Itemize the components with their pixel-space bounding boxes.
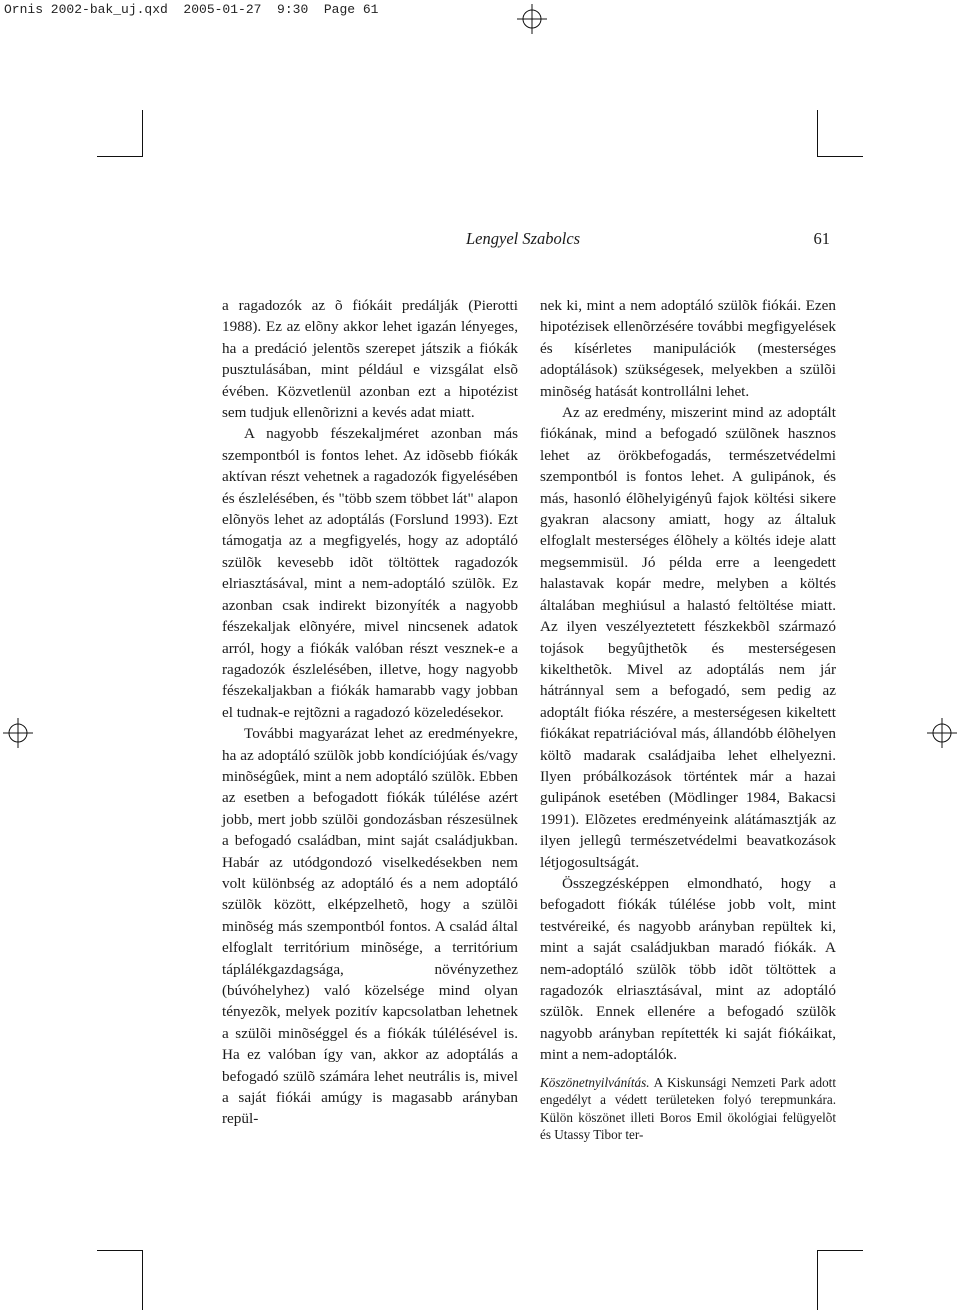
crop-mark [817,110,818,157]
page-number: 61 [813,229,830,248]
acknowledgement-text: A Kiskunsági Nemzeti Park adott engedélyt a védett területeken folyó terepmunkára. Külön köszönet illeti Boros Emil ökológiai felügyelõt és Utassy Tibor ter- [540,1074,836,1143]
paragraph: a ragadozók az õ fiókáit predálják (Pierotti 1988). Ez az elõny akkor lehet igazán lényeges, ha a predáció jelentõs szerepet játszik a fiókák pusztulásában, mint például e vizsgálat elsõ évében. Közvetlenül azonban ezt a hipotézist sem tudjuk ellenõrizni a kevés adat miatt. [222,297,518,422]
crop-mark [97,156,143,157]
registration-mark-icon [927,718,957,748]
acknowledgement [540,1074,836,1144]
right-column [540,295,836,1144]
crop-mark [142,110,143,157]
paragraph: Az az eredmény, miszerint mind az adoptált fiókának, mind a befogadó szülõnek hasznos lehet az örökbefogadás, természetvédelmi szempontból is fontos lehet. A gulipánok, és más, hasonló élõhelyigényû fajok költési sikere gyakran alacsony amiatt, hogy az általuk elfoglalt mesterséges élõhely a költés ideje alatt megsemmisül. Jó példa erre a leengedett halastavak kopár medre, melyben a költés általában meghiúsul a halastó feltöltése miatt. Az ilyen veszélyeztetett fészkekbõl származó tojások begyûjthetõk és mesterségesen kikelthetõk. Mivel az adoptálás nem jár hátránnyal sem a befogadó, sem pedig az adoptált fióka részére, a mesterségesen kikeltett fiókákat repatriációval más, állandóbb élõhelyen költõ madarak családjaiba lehet elhelyezni. Ilyen próbálkozások történtek már a hazai gulipánok esetében (Mödlinger 1984, Bakacsi 1991). Elõzetes eredményeink alátámasztják az ilyen jellegû természetvédelmi beavatkozások létjogosultságát. [540,404,836,871]
running-header-author: Lengyel Szabolcs [466,229,581,248]
paragraph: További magyarázat lehet az eredményekre, ha az adoptáló szülõk jobb kondíciójúak és/vagy minõségûek, mint a nem adoptáló szülõk. Ebben az esetben a befogadott fiókák túlélése azért jobb, mert jobb szülõi gondozásban részesülnek a befogadó családban, mint saját családjukban. Habár az utódgondozó viselkedésekben nem volt különbség az adoptáló és a nem adoptáló szülõk között, elképzelhetõ, hogy a szülõi minõség más szempontból fontos. A család által elfoglalt territórium minõsége, a territórium táplálékgazdagsága, növényzethez (búvóhelyhez) való közelsége mind olyan tényezõk, melyek pozitív kapcsolatban lehetnek a szülõi minõséggel és a fiókák túlélésével is. Ha ez valóban így van, akkor az adoptálás a befogadó szülõ számára lehet neutrális is, mivel a saját fiókái amúgy is magasabb arányban repül- [222,725,518,1128]
acknowledgement-title: Köszönetnyilvánítás. [540,1074,650,1090]
crop-mark [817,1250,863,1251]
crop-mark [817,1250,818,1310]
registration-mark-icon [3,718,33,748]
paragraph: nek ki, mint a nem adoptáló szülõk fiókái. Ezen hipotézisek ellenõrzésére további megfigyelések és kísérletes manipulációk (mesterséges adoptálások) szükségesek, melyekben a szülõi minõség hatását kontrollálni lehet. [540,297,836,400]
paragraph: A nagyobb fészekaljméret azonban más szempontból is fontos lehet. Az idõsebb fiókák aktívan részt vehetnek a ragadozók figyelésében és észlelésében, és "több szem többet lát" alapon elõnyös lehet az adoptálás (Forslund 1993). Ezt támogatja az a megfigyelés, hogy az adoptáló szülõk kevesebb idõt töltöttek ragadozók elriasztásával, mint a nem-adoptáló szülõk. Ez azonban csak indirekt bizonyíték a nagyobb fészekaljak elõnyére, mivel nincsenek adatok arról, hogy a fiókák valóban részt vesznek-e a ragadozók észlelésében, illetve, hogy nagyobb fészekaljakban a fiókák hamarabb vagy jobban el tudnak-e rejtõzni a ragadozó közeledésekor. [222,425,518,721]
registration-mark-icon [517,4,547,34]
print-slug: Ornis 2002-bak_uj.qxd 2005-01-27 9:30 Page 61 [4,2,379,17]
crop-mark [142,1250,143,1310]
paragraph: Összegzésképpen elmondható, hogy a befogadott fiókák túlélése jobb volt, mint testvéreiké, és nagyobb arányban repültek ki, mint a saját családjukban maradó fiókák. A nem-adoptáló szülõk több idõt töltöttek a ragadozók elriasztásával, mint az adoptáló szülõk. Ennek ellenére a befogadó szülõk nagyobb arányban repítették ki saját fiókáikat, mint a nem-adoptálók. [540,874,836,1064]
crop-mark [97,1250,143,1251]
left-column [222,295,518,1130]
crop-mark [817,156,863,157]
